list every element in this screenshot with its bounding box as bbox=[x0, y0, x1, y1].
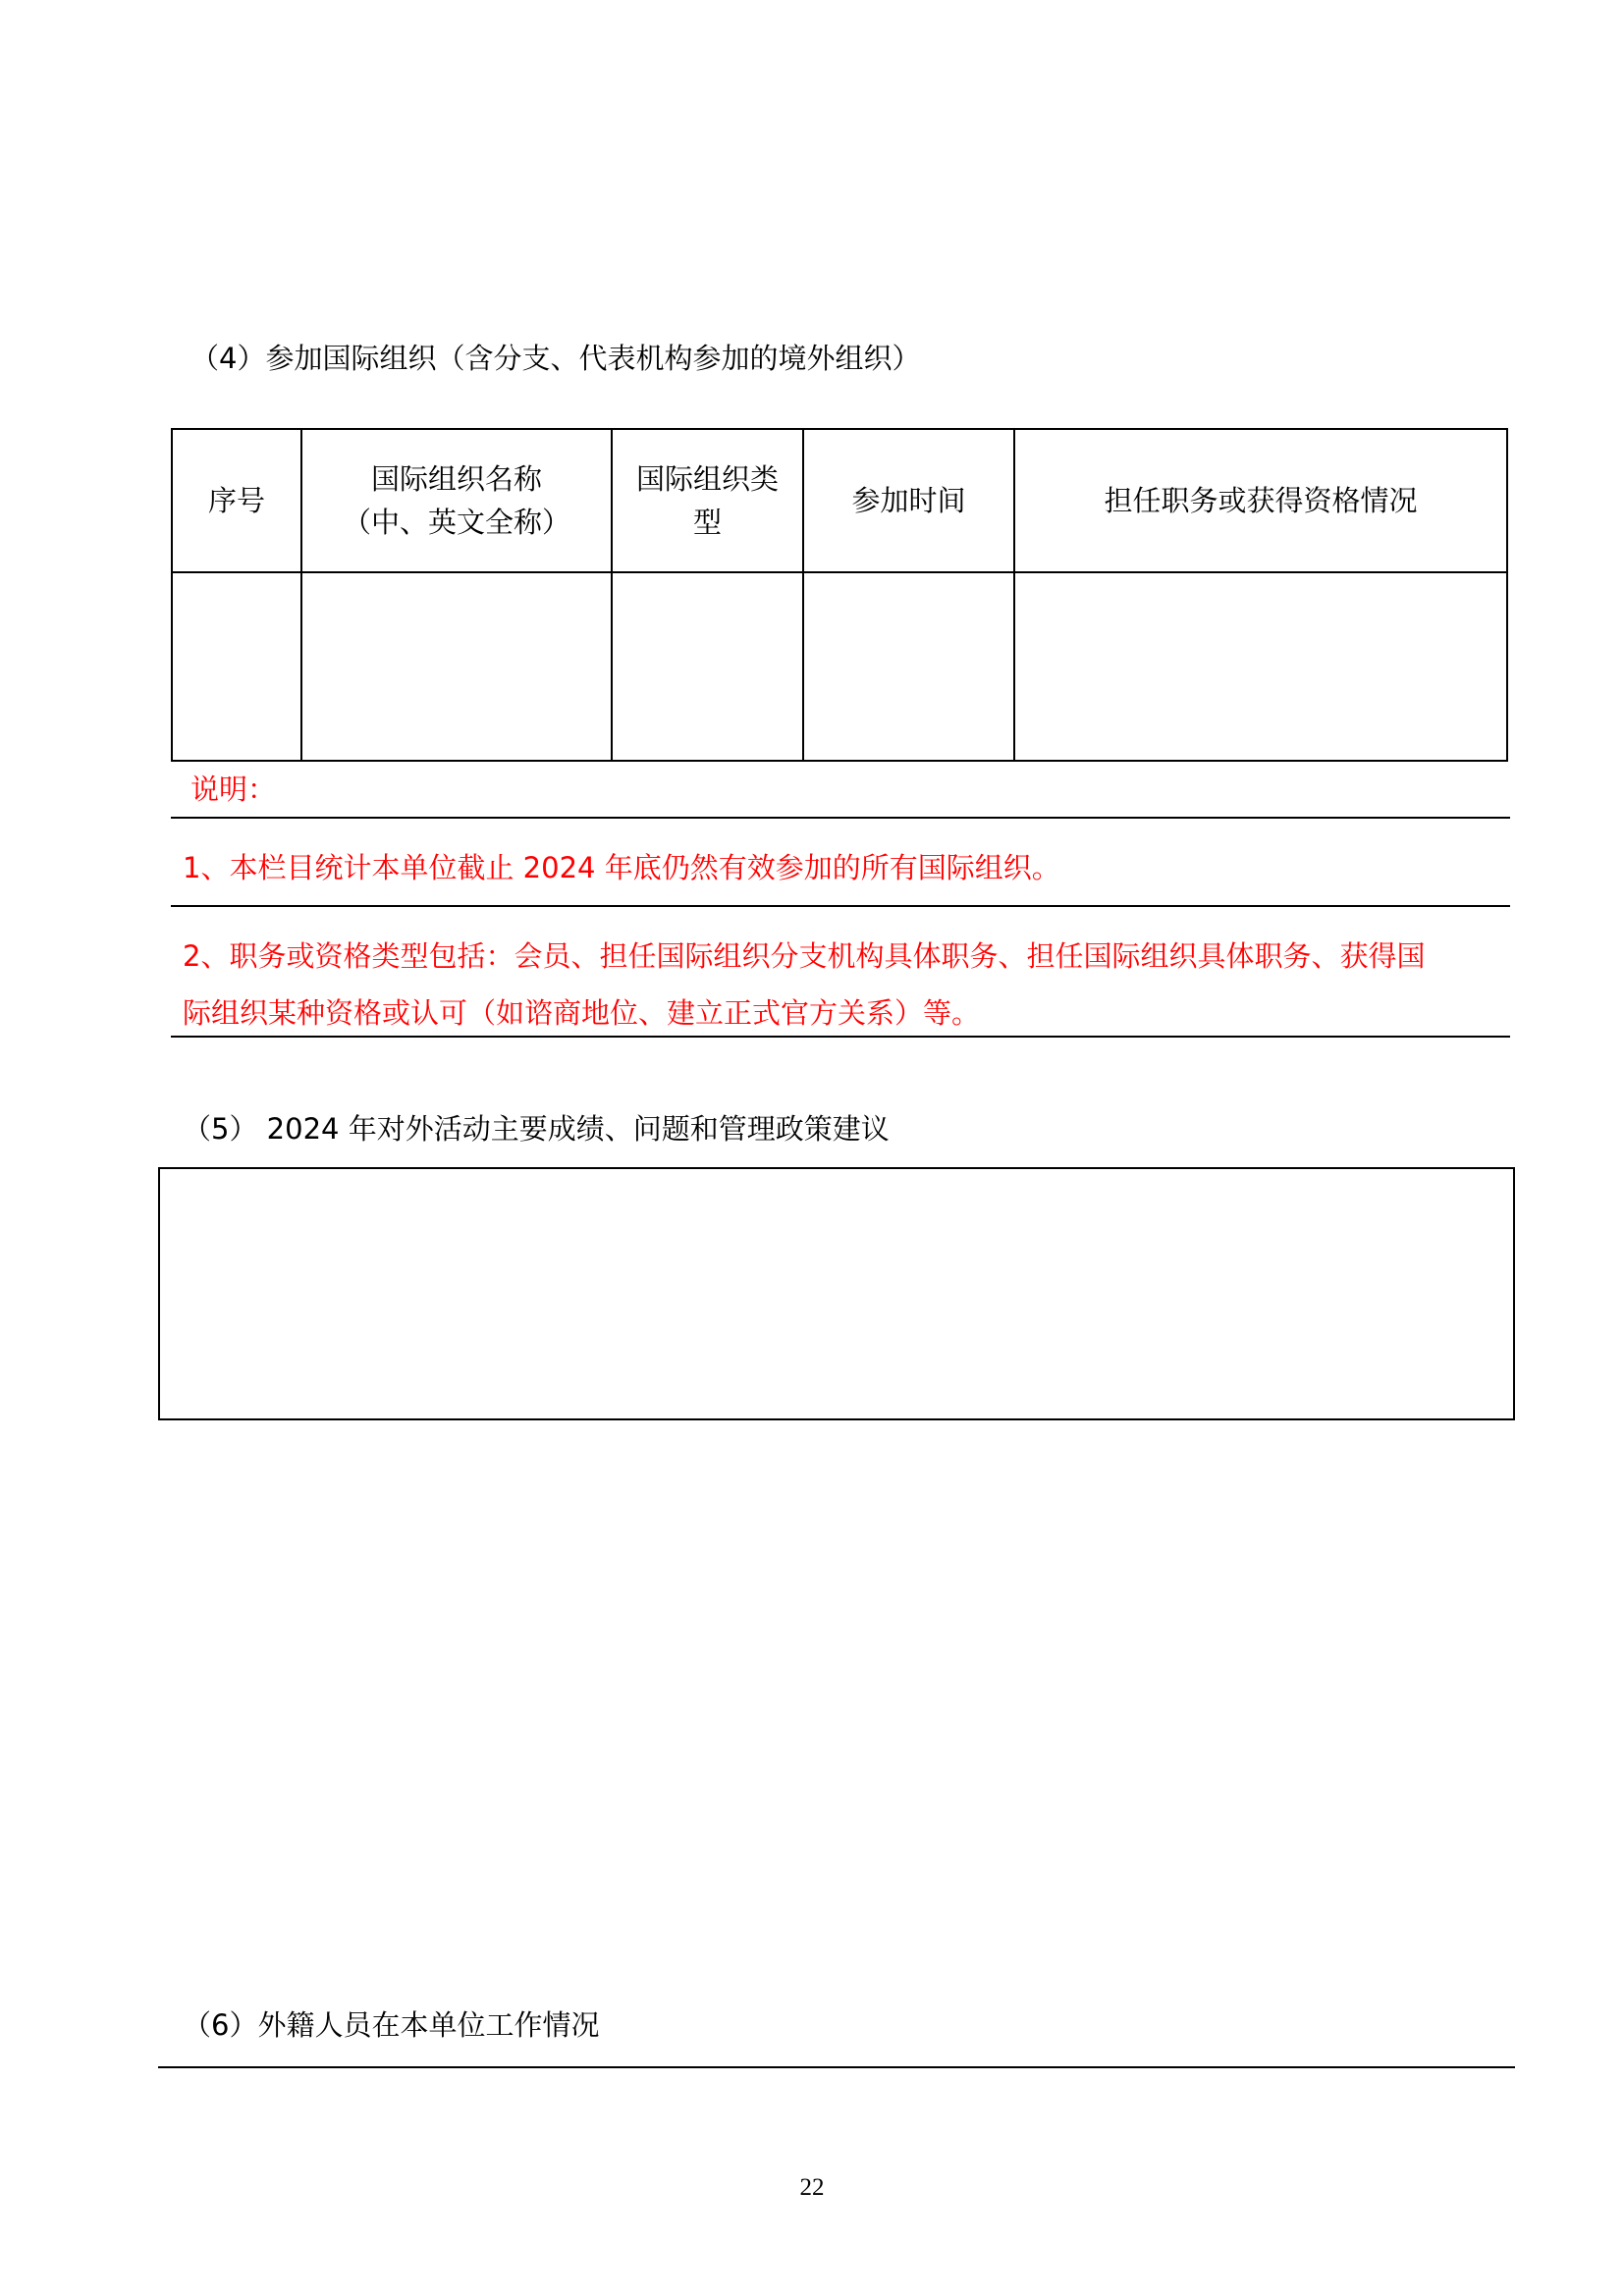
header-text: 序号 bbox=[207, 484, 265, 517]
header-text: 参加时间 bbox=[851, 484, 966, 517]
notes-divider bbox=[171, 905, 1510, 907]
activity-summary-box[interactable] bbox=[158, 1167, 1515, 1420]
notes-divider bbox=[171, 817, 1510, 819]
header-organization-name bbox=[301, 429, 612, 572]
table-row bbox=[172, 572, 1507, 761]
section-6-rule bbox=[158, 2066, 1515, 2068]
header-text: 担任职务或获得资格情况 bbox=[1104, 484, 1418, 517]
note-item-2-line-1: 2、职务或资格类型包括：会员、担任国际组织分支机构具体职务、担任国际组织具体职务、获得国 bbox=[183, 939, 1426, 973]
notes-label: 说明： bbox=[190, 773, 277, 806]
section-4-heading: （4）参加国际组织（含分支、代表机构参加的境外组织） bbox=[190, 342, 921, 375]
header-position-or-qualification bbox=[1014, 429, 1507, 572]
note-item-1: 1、本栏目统计本单位截止 2024 年底仍然有效参加的所有国际组织。 bbox=[183, 851, 1060, 884]
table-cell-organization-name[interactable] bbox=[301, 572, 612, 761]
header-text: 型 bbox=[692, 506, 722, 539]
header-text: 国际组织名称 bbox=[370, 462, 542, 496]
table-header-row bbox=[172, 429, 1507, 572]
international-organizations-table bbox=[171, 428, 1508, 762]
header-text: 国际组织类 bbox=[635, 462, 779, 496]
table-cell-join-date[interactable] bbox=[803, 572, 1014, 761]
section-6-heading: （6）外籍人员在本单位工作情况 bbox=[183, 2008, 600, 2042]
note-item-2-line-2: 际组织某种资格或认可（如谘商地位、建立正式官方关系）等。 bbox=[183, 996, 981, 1030]
header-organization-type bbox=[612, 429, 803, 572]
page-number: 22 bbox=[799, 2174, 825, 2201]
header-join-date bbox=[803, 429, 1014, 572]
section-5-heading: （5） 2024 年对外活动主要成绩、问题和管理政策建议 bbox=[183, 1112, 890, 1146]
notes-divider bbox=[171, 1036, 1510, 1038]
header-text: （中、英文全称） bbox=[342, 506, 570, 539]
table-cell-organization-type[interactable] bbox=[612, 572, 803, 761]
table-cell-position-or-qualification[interactable] bbox=[1014, 572, 1507, 761]
table-cell-serial-number[interactable] bbox=[172, 572, 301, 761]
header-serial-number bbox=[172, 429, 301, 572]
